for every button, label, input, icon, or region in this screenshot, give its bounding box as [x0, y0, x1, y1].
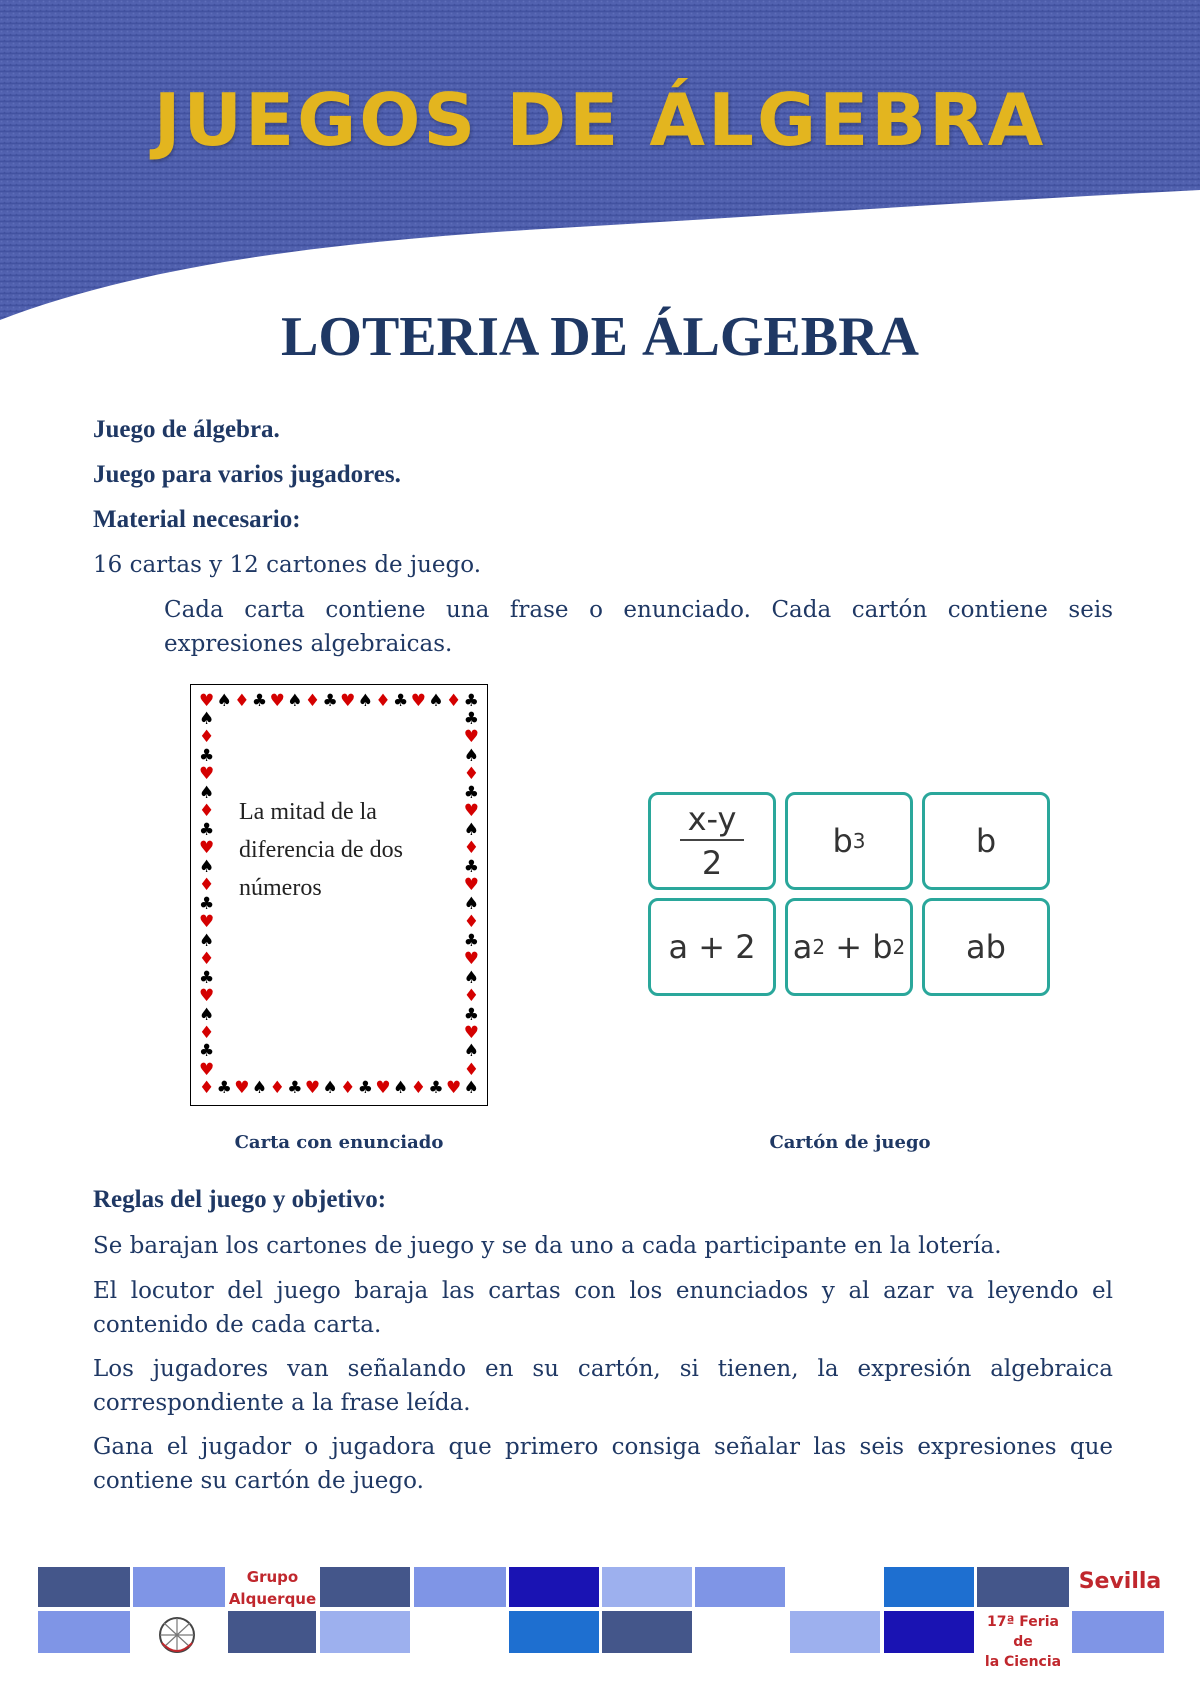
suit-symbol-icon: ♠: [463, 1078, 479, 1098]
suit-symbol-icon: ♦: [269, 1078, 285, 1098]
sum-squares-a-exp: 2: [812, 935, 826, 959]
carton-cell-cube: [785, 792, 913, 890]
suit-symbol-icon: ♥: [463, 1022, 479, 1043]
footer-tile: [509, 1611, 599, 1653]
suit-symbol-icon: ♦: [199, 1022, 215, 1043]
carta-figure: [190, 684, 488, 1106]
suit-symbol-icon: ♦: [199, 801, 215, 822]
suit-symbol-icon: ♥: [269, 691, 285, 711]
suit-symbol-icon: ♦: [410, 1078, 426, 1098]
intro-line-description: Cada carta contiene una frase o enunciado. Cada cartón contiene seis expresiones algebraicas.: [164, 597, 1113, 657]
footer-tile: [38, 1611, 130, 1653]
suit-symbol-icon: ♥: [463, 875, 479, 896]
rules-heading: Reglas del juego y objetivo:: [93, 1186, 387, 1213]
carton-cell-ab: [922, 898, 1050, 996]
suit-symbol-icon: ♣: [463, 782, 479, 803]
banner-title: JUEGOS DE ÁLGEBRA: [153, 78, 1047, 162]
suit-symbol-icon: ♣: [199, 967, 215, 988]
suit-symbol-icon: ♦: [234, 691, 250, 711]
suit-border-strip: [199, 1080, 479, 1097]
carta-caption: Carta con enunciado: [234, 1132, 444, 1153]
suit-symbol-icon: ♣: [199, 745, 215, 766]
suit-symbol-icon: ♥: [199, 764, 215, 785]
intro-line-material-heading: Material necesario:: [93, 506, 301, 533]
suit-symbol-icon: ♠: [393, 1078, 409, 1098]
rules-paragraph-4: Gana el jugador o jugadora que primero consiga señalar las seis expresiones que contiene su cartón de juego.: [93, 1434, 1113, 1494]
suit-symbol-icon: ♦: [199, 727, 215, 748]
suit-symbol-icon: ♥: [410, 691, 426, 711]
suit-symbol-icon: ♠: [199, 856, 215, 877]
rules-paragraph-3: Los jugadores van señalando en su cartón, si tienen, la expresión algebraica correspondiente a la frase leída.: [93, 1356, 1113, 1416]
suit-symbol-icon: ♠: [199, 1004, 215, 1025]
fair-label-line-1: 17ª Feria de: [987, 1614, 1059, 1650]
suit-symbol-icon: ♠: [322, 1078, 338, 1098]
fair-label: [975, 1612, 1071, 1672]
footer-tile: [884, 1611, 974, 1653]
suit-border-strip: [199, 711, 214, 1079]
suit-symbol-icon: ♣: [251, 691, 268, 711]
suit-symbol-icon: ♦: [463, 986, 479, 1007]
footer-tile: [695, 1567, 785, 1607]
suit-symbol-icon: ♠: [199, 930, 215, 951]
suit-symbol-icon: ♥: [199, 1059, 215, 1080]
suit-symbol-icon: ♠: [463, 1041, 479, 1062]
footer-tile: [38, 1567, 130, 1607]
carton-figure: [648, 792, 1052, 998]
ab-expression: ab: [966, 928, 1006, 966]
suit-symbol-icon: ♣: [357, 1078, 374, 1098]
fair-label-line-2: la Ciencia: [984, 1654, 1062, 1670]
footer-tile: [790, 1611, 880, 1653]
sum-squares-plus-b: + b: [825, 928, 893, 966]
footer-tile: [320, 1567, 410, 1607]
suit-symbol-icon: ♦: [199, 949, 215, 970]
suit-symbol-icon: ♥: [445, 1078, 462, 1098]
suit-symbol-icon: ♠: [357, 691, 374, 711]
carton-cell-b: [922, 792, 1050, 890]
suit-symbol-icon: ♣: [199, 819, 215, 840]
intro-line-game-type: Juego de álgebra.: [93, 416, 280, 443]
suit-symbol-icon: ♣: [463, 856, 479, 877]
suit-symbol-icon: ♣: [393, 691, 409, 711]
footer-tile: [133, 1567, 225, 1607]
footer-tile: [1072, 1611, 1164, 1653]
suit-symbol-icon: ♣: [216, 1078, 232, 1098]
suit-symbol-icon: ♠: [463, 819, 479, 840]
suit-symbol-icon: ♣: [463, 709, 479, 729]
suit-symbol-icon: ♠: [199, 709, 215, 729]
footer-tile: [602, 1567, 692, 1607]
a-plus-2-expression: a + 2: [668, 928, 756, 966]
footer-tile: [977, 1567, 1069, 1607]
suit-symbol-icon: ♠: [463, 893, 479, 914]
suit-symbol-icon: ♣: [463, 1004, 479, 1025]
suit-symbol-icon: ♠: [287, 691, 303, 711]
rules-paragraph-2: El locutor del juego baraja las cartas con los enunciados y al azar va leyendo el contenido de cada carta.: [93, 1278, 1113, 1338]
page-title: LOTERIA DE ÁLGEBRA: [281, 306, 919, 368]
suit-symbol-icon: ♣: [322, 691, 338, 711]
footer-tile: [414, 1567, 506, 1607]
footer-banner: [0, 1560, 1200, 1670]
suit-symbol-icon: ♥: [199, 691, 215, 711]
suit-symbol-icon: ♥: [340, 691, 356, 711]
suit-symbol-icon: ♦: [463, 838, 479, 859]
carton-cell-fraction: [648, 792, 776, 890]
footer-tile: [320, 1611, 410, 1653]
fraction-denominator: 2: [701, 844, 723, 882]
suit-symbol-icon: ♣: [463, 930, 479, 951]
suit-symbol-icon: ♦: [304, 691, 321, 711]
carton-cell-sum-squares: [785, 898, 913, 996]
suit-symbol-icon: ♥: [234, 1078, 250, 1098]
suit-symbol-icon: ♥: [199, 912, 215, 933]
suit-symbol-icon: ♠: [463, 967, 479, 988]
suit-symbol-icon: ♥: [199, 838, 215, 859]
suit-symbol-icon: ♦: [199, 875, 215, 896]
footer-tile: [228, 1611, 316, 1653]
suit-symbol-icon: ♦: [463, 1059, 479, 1080]
suit-symbol-icon: ♦: [340, 1078, 356, 1098]
carton-cell-a-plus-2: [648, 898, 776, 996]
suit-symbol-icon: ♥: [463, 801, 479, 822]
city-label: Sevilla: [1078, 1569, 1162, 1594]
header-banner: [0, 0, 1200, 330]
suit-symbol-icon: ♠: [216, 691, 232, 711]
footer-tile: [884, 1567, 974, 1607]
intro-line-players: Juego para varios jugadores.: [93, 461, 401, 488]
suit-symbol-icon: ♣: [463, 691, 479, 711]
suit-symbol-icon: ♥: [463, 949, 479, 970]
suit-symbol-icon: ♣: [199, 1041, 215, 1062]
suit-symbol-icon: ♠: [428, 691, 444, 711]
intro-line-material: 16 cartas y 12 cartones de juego.: [93, 552, 482, 578]
suit-symbol-icon: ♠: [199, 782, 215, 803]
suit-symbol-icon: ♦: [199, 1078, 215, 1098]
rules-paragraph-1: Se barajan los cartones de juego y se da uno a cada participante en la lotería.: [93, 1233, 1002, 1259]
suit-symbol-icon: ♠: [463, 745, 479, 766]
suit-symbol-icon: ♦: [463, 764, 479, 785]
group-name-line-1: Grupo: [246, 1568, 299, 1586]
cube-exponent: 3: [852, 829, 866, 853]
suit-symbol-icon: ♦: [375, 691, 391, 711]
suit-symbol-icon: ♦: [445, 691, 462, 711]
sum-squares-a: a: [792, 928, 813, 966]
suit-symbol-icon: ♥: [375, 1078, 391, 1098]
suit-symbol-icon: ♥: [304, 1078, 321, 1098]
carta-statement: La mitad de la diferencia de dos números: [239, 799, 403, 901]
suit-border-strip: [199, 693, 479, 710]
b-expression: b: [975, 822, 997, 860]
alquerque-logo-icon: [154, 1615, 200, 1655]
suit-symbol-icon: ♣: [199, 893, 215, 914]
sum-squares-b-exp: 2: [892, 935, 906, 959]
suit-symbol-icon: ♣: [287, 1078, 303, 1098]
cube-base: b: [832, 822, 853, 860]
group-name: [225, 1566, 320, 1610]
suit-symbol-icon: ♦: [463, 912, 479, 933]
suit-border-strip: [464, 711, 479, 1079]
fraction-numerator: x-y: [680, 801, 745, 841]
suit-symbol-icon: ♥: [199, 986, 215, 1007]
group-name-line-2: Alquerque: [228, 1590, 317, 1608]
carton-caption: Cartón de juego: [769, 1132, 931, 1153]
footer-tile: [602, 1611, 692, 1653]
suit-symbol-icon: ♠: [251, 1078, 268, 1098]
suit-symbol-icon: ♣: [428, 1078, 444, 1098]
suit-symbol-icon: ♥: [463, 727, 479, 748]
footer-tile: [509, 1567, 599, 1607]
